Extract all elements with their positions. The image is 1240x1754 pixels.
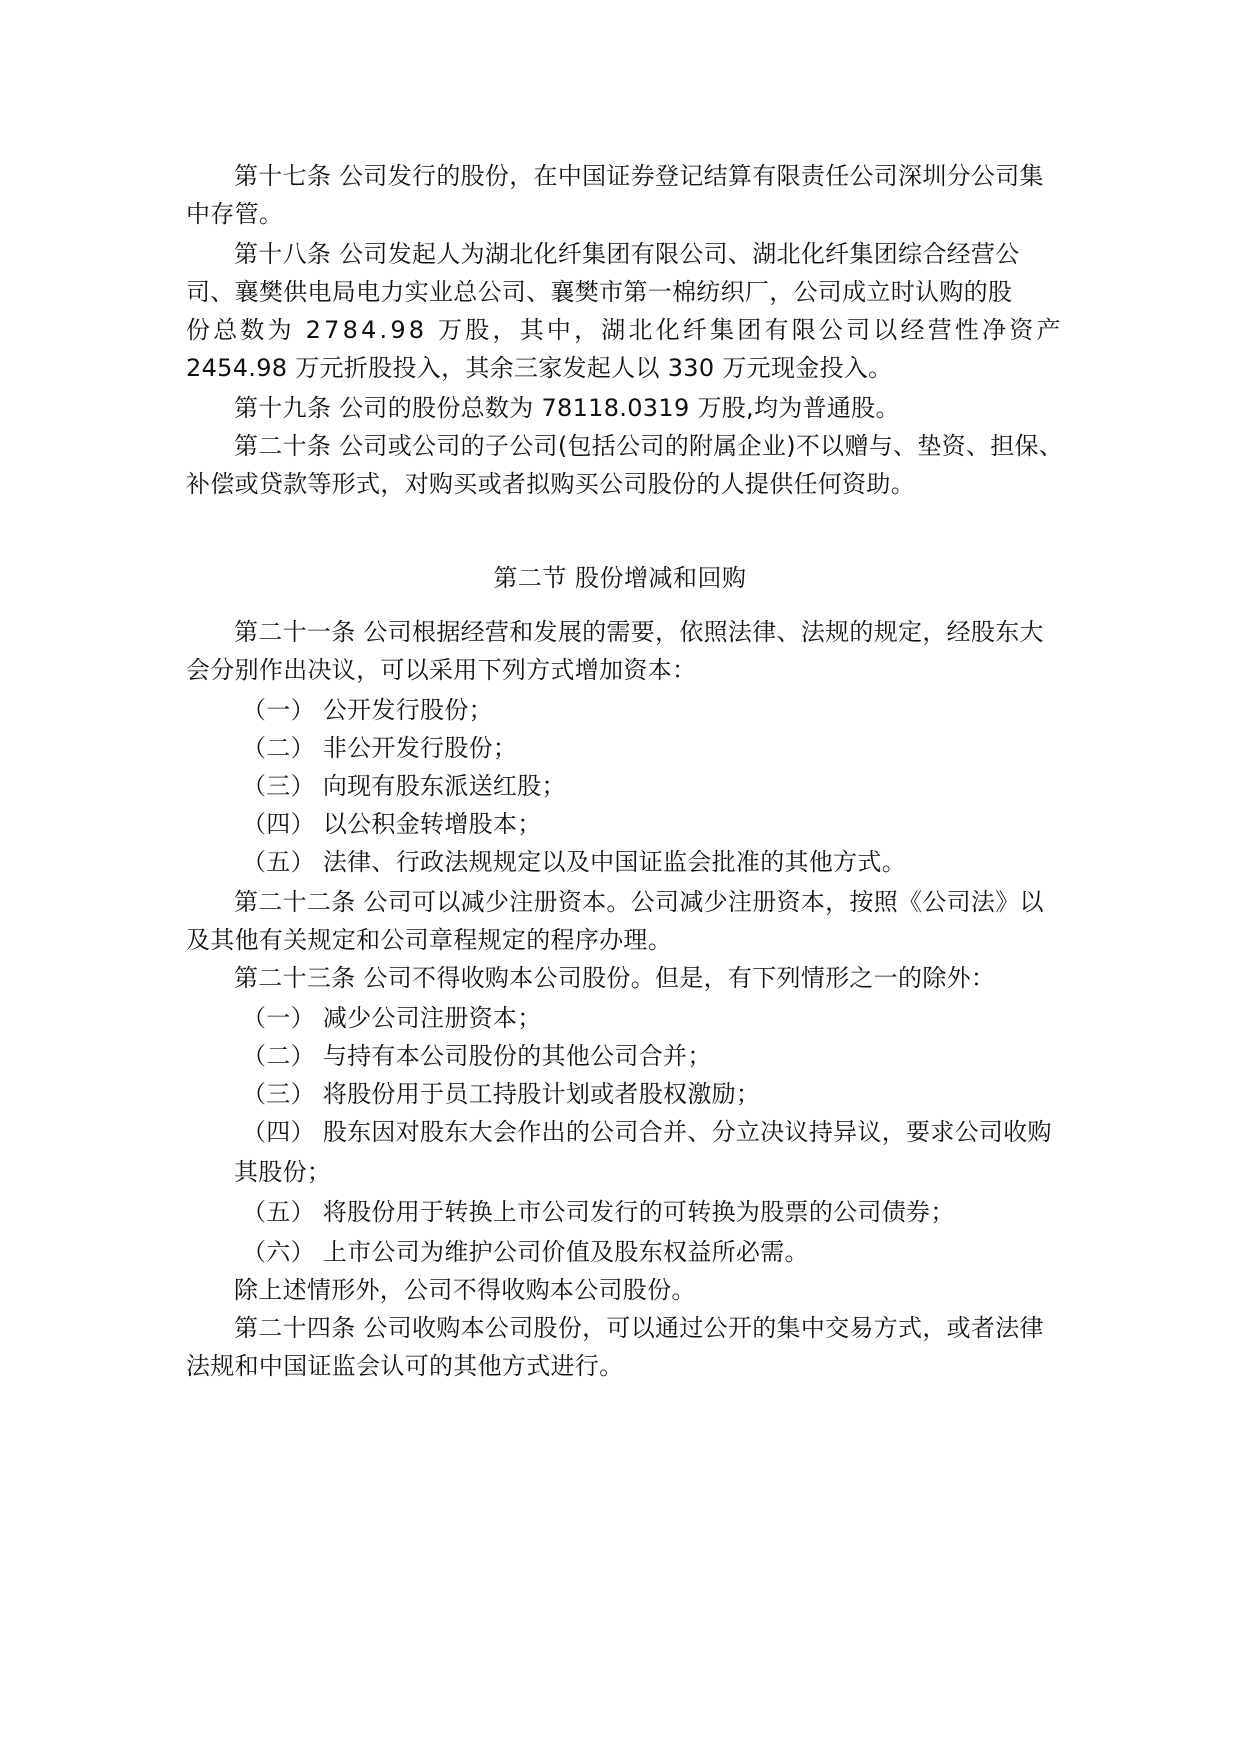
article-22-line-2: 及其他有关规定和公司章程规定的程序办理。 bbox=[186, 926, 672, 954]
article-19-line-1: 第十九条 公司的股份总数为 78118.0319 万股,均为普通股。 bbox=[234, 394, 900, 422]
article-23-item-6: （六） 上市公司为维护公司价值及股东权益所必需。 bbox=[242, 1238, 809, 1266]
article-20-line-1: 第二十条 公司或公司的子公司(包括公司的附属企业)不以赠与、垫资、担保、 bbox=[234, 432, 1064, 460]
article-24-line-1: 第二十四条 公司收购本公司股份，可以通过公开的集中交易方式，或者法律 bbox=[234, 1314, 1044, 1342]
article-23-item-4-continued: 其股份； bbox=[234, 1158, 332, 1186]
article-23-item-4: （四） 股东因对股东大会作出的公司合并、分立决议持异议，要求公司收购 bbox=[242, 1118, 1052, 1146]
article-23-item-5: （五） 将股份用于转换上市公司发行的可转换为股票的公司债券； bbox=[242, 1198, 955, 1226]
article-22-line-1: 第二十二条 公司可以减少注册资本。公司减少注册资本，按照《公司法》以 bbox=[234, 888, 1044, 916]
article-23-item-1: （一） 减少公司注册资本； bbox=[242, 1004, 542, 1032]
section-heading: 第二节 股份增减和回购 bbox=[493, 564, 747, 592]
article-17-line-2: 中存管。 bbox=[186, 200, 284, 228]
article-23-item-3: （三） 将股份用于员工持股计划或者股权激励； bbox=[242, 1080, 761, 1108]
article-24-line-2: 法规和中国证监会认可的其他方式进行。 bbox=[186, 1352, 624, 1380]
article-17-line-1: 第十七条 公司发行的股份，在中国证券登记结算有限责任公司深圳分公司集 bbox=[234, 162, 1044, 190]
article-21-item-4: （四） 以公积金转增股本； bbox=[242, 810, 542, 838]
article-21-line-1: 第二十一条 公司根据经营和发展的需要，依照法律、法规的规定，经股东大 bbox=[234, 618, 1044, 646]
article-18-line-4: 2454.98 万元折股投入，其余三家发起人以 330 万元现金投入。 bbox=[186, 354, 893, 382]
article-23-closing: 除上述情形外，公司不得收购本公司股份。 bbox=[234, 1276, 696, 1304]
article-21-line-2: 会分别作出决议，可以采用下列方式增加资本： bbox=[186, 656, 697, 684]
article-18-line-3: 份总数为 2784.98 万股，其中，湖北化纤集团有限公司以经营性净资产 bbox=[186, 316, 1064, 344]
article-21-item-5: （五） 法律、行政法规规定以及中国证监会批准的其他方式。 bbox=[242, 848, 907, 876]
article-18-line-1: 第十八条 公司发起人为湖北化纤集团有限公司、湖北化纤集团综合经营公 bbox=[234, 240, 1020, 268]
article-18-line-2: 司、襄樊供电局电力实业总公司、襄樊市第一棉纺织厂，公司成立时认购的股 bbox=[186, 278, 1013, 306]
article-21-item-2: （二） 非公开发行股份； bbox=[242, 734, 518, 762]
article-21-item-3: （三） 向现有股东派送红股； bbox=[242, 772, 566, 800]
article-21-item-1: （一） 公开发行股份； bbox=[242, 696, 493, 724]
article-20-line-2: 补偿或贷款等形式，对购买或者拟购买公司股份的人提供任何资助。 bbox=[186, 470, 915, 498]
article-23-line-1: 第二十三条 公司不得收购本公司股份。但是，有下列情形之一的除外： bbox=[234, 964, 996, 992]
article-23-item-2: （二） 与持有本公司股份的其他公司合并； bbox=[242, 1042, 712, 1070]
